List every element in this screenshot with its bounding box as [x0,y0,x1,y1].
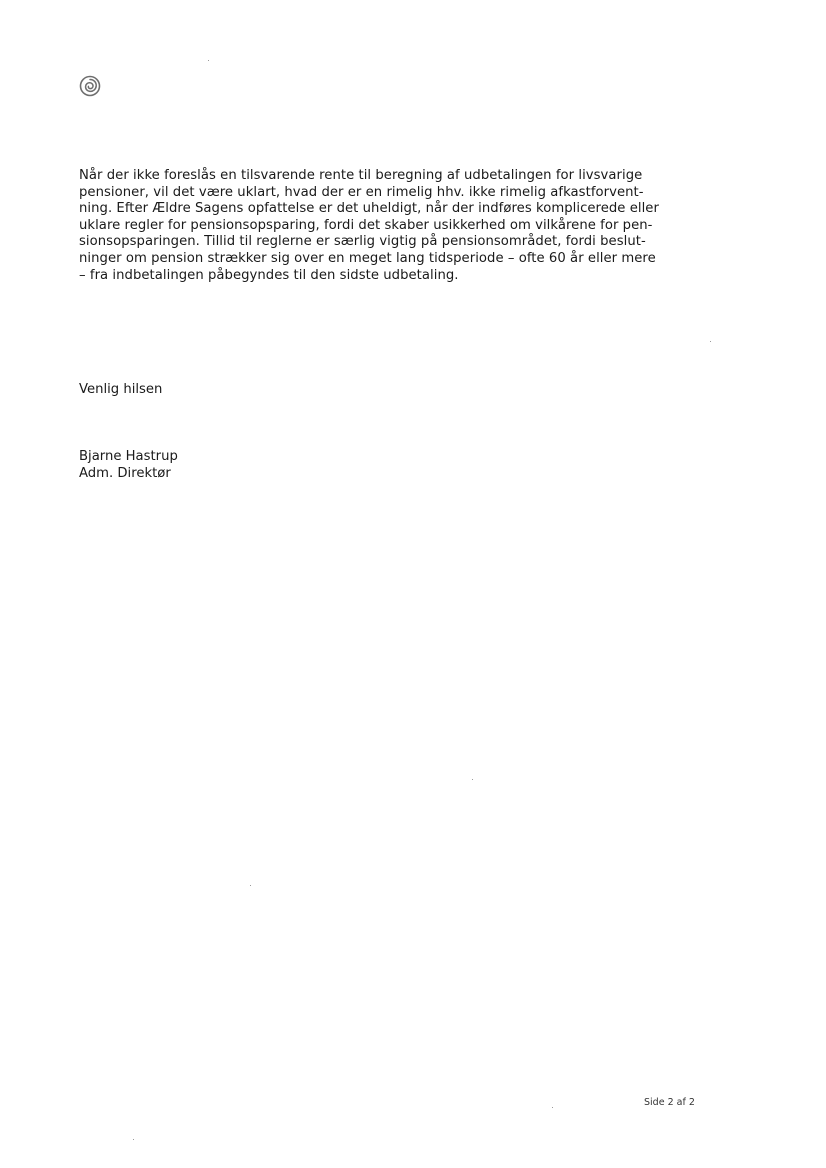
letter-body-paragraph [79,168,719,284]
scan-speck [208,60,209,61]
body-line: sionsopsparingen. Tillid til reglerne er særlig vigtig på pensionsområdet, fordi beslut- [79,234,646,250]
page-number: Side 2 af 2 [644,1097,695,1108]
scan-speck [133,1139,134,1140]
signature-title: Adm. Direktør [79,465,171,481]
body-line: ning. Efter Ældre Sagens opfattelse er det uheldigt, når der indføres komplicerede eller [79,201,659,217]
scan-speck [710,341,711,342]
signature-name: Bjarne Hastrup [79,449,178,464]
scan-speck [472,779,473,780]
body-line: Når der ikke foreslås en tilsvarende rente til beregning af udbetalingen for livsvarige [79,168,643,183]
body-line: ninger om pension strækker sig over en meget lang tidsperiode – ofte 60 år eller mere [79,250,656,266]
scan-speck [552,1107,553,1108]
closing-greeting: Venlig hilsen [79,382,163,397]
body-line: uklare regler for pensionsopsparing, fordi det skaber usikkerhed om vilkårene for pen- [79,217,653,233]
spiral-logo-icon [78,74,102,98]
scan-speck [250,885,251,886]
body-line: pensioner, vil det være uklart, hvad der er en rimelig hhv. ikke rimelig afkastforvent- [79,184,644,200]
signature-block [79,449,178,482]
body-line: – fra indbetalingen påbegyndes til den sidste udbetaling. [79,267,459,283]
